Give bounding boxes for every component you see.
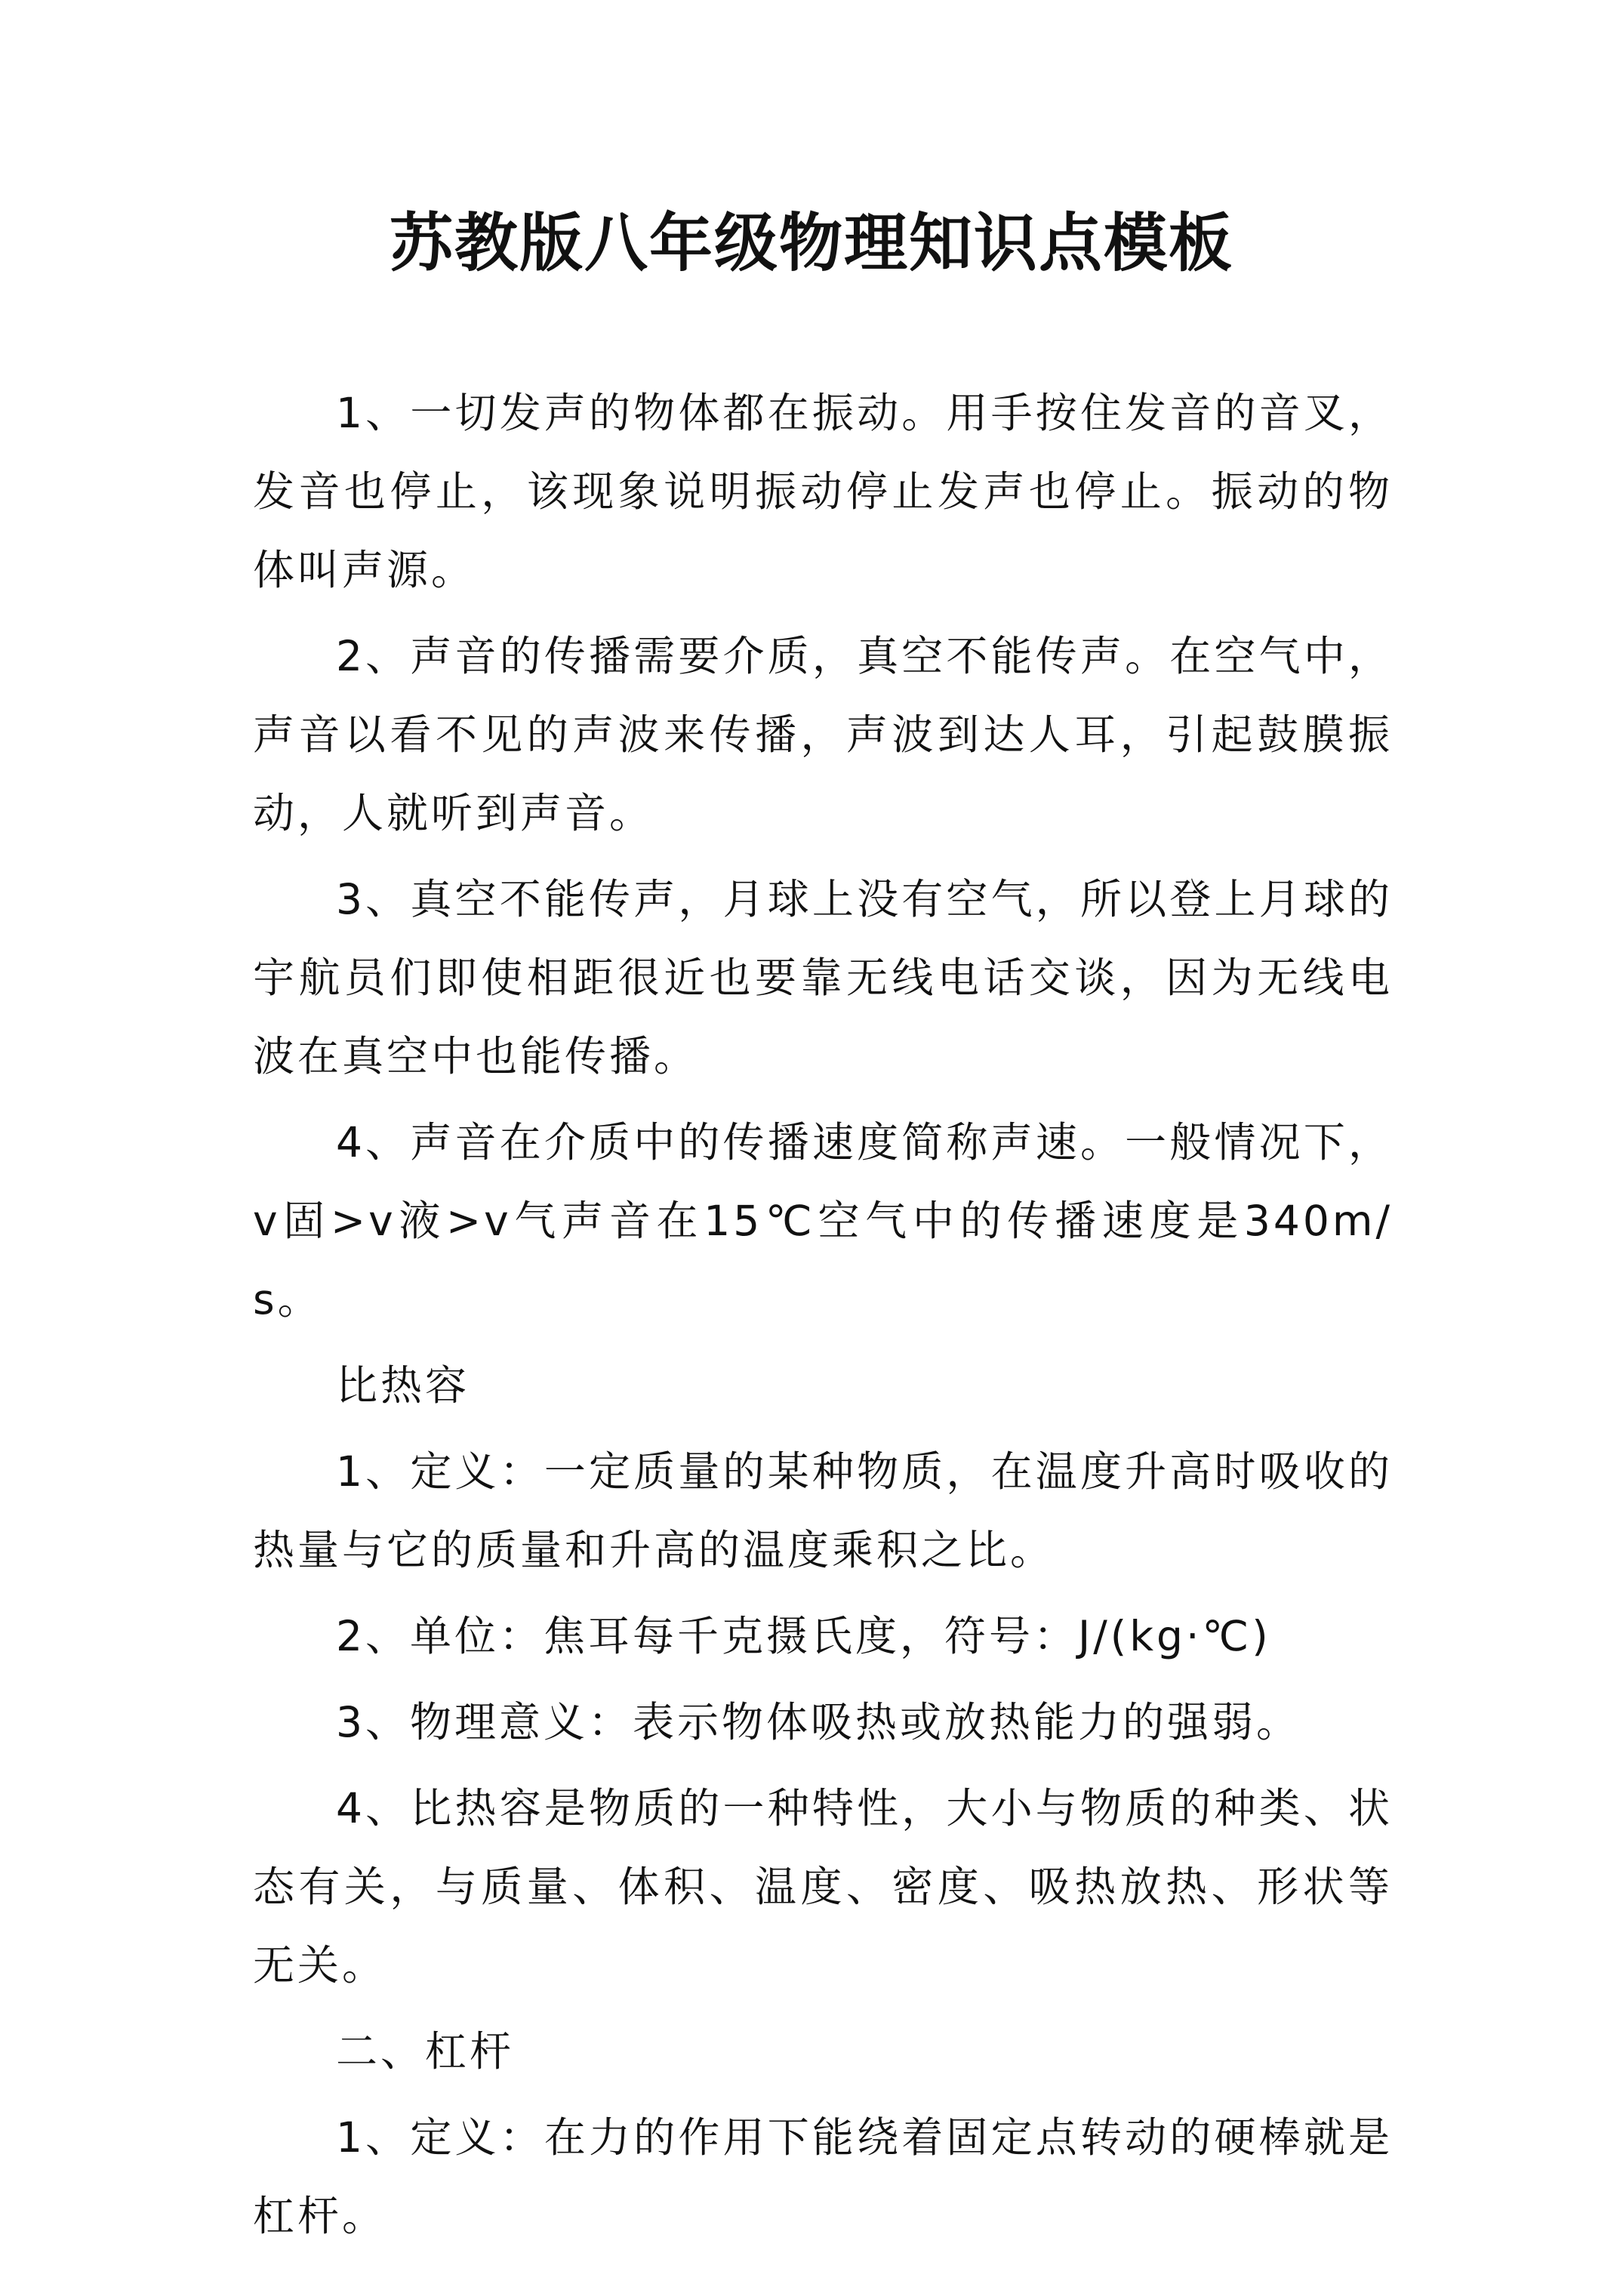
section-heading-lever: 二、杠杆	[336, 2027, 515, 2076]
paragraph-sound-medium: 2、声音的传播需要介质，真空不能传声。在空气中，声音以看不见的声波来传播，声波到达人耳，引起鼓膜振动，人就听到声音。	[253, 632, 1393, 837]
paragraph-sound-speed: 4、声音在介质中的传播速度简称声速。一般情况下，v固>v液>v气声音在15℃空气中的传播速度是340m/s。	[253, 1118, 1393, 1324]
document-body	[253, 374, 1393, 2263]
paragraph-lever-definition: 1、定义：在力的作用下能绕着固定点转动的硬棒就是杠杆。	[253, 2113, 1393, 2240]
paragraph-specific-heat-property: 4、比热容是物质的一种特性，大小与物质的种类、状态有关，与质量、体积、温度、密度、吸热放热、形状等无关。	[253, 1784, 1393, 1989]
paragraph-sound-vibration: 1、一切发声的物体都在振动。用手按住发音的音叉，发音也停止，该现象说明振动停止发声也停止。振动的物体叫声源。	[253, 389, 1393, 594]
section-heading-specific-heat: 比热容	[336, 1361, 470, 1410]
paragraph-specific-heat-definition: 1、定义：一定质量的某种物质，在温度升高时吸收的热量与它的质量和升高的温度乘积之比。	[253, 1447, 1393, 1574]
paragraph-specific-heat-meaning: 3、物理意义：表示物体吸热或放热能力的强弱。	[336, 1698, 1301, 1746]
page-title: 苏教版八年级物理知识点模板	[389, 205, 1233, 280]
paragraph-specific-heat-unit: 2、单位：焦耳每千克摄氏度，符号：J/(kg·℃)	[336, 1612, 1271, 1660]
paragraph-vacuum-moon: 3、真空不能传声，月球上没有空气，所以登上月球的宇航员们即使相距很近也要靠无线电话交谈，因为无线电波在真空中也能传播。	[253, 875, 1393, 1080]
